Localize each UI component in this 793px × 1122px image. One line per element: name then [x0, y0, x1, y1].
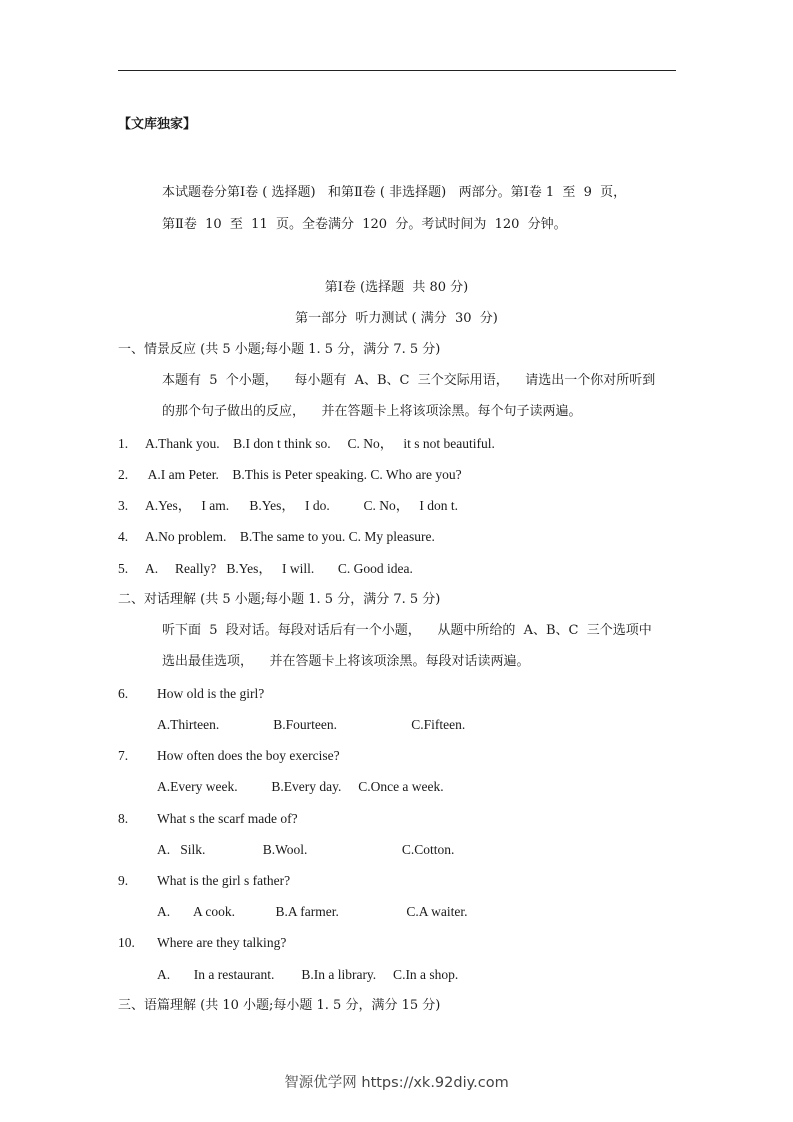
item-number: 1.	[118, 436, 129, 451]
section2-instruction-2: 选出最佳选项， 并在答题卡上将该项涂黑。每段对话读两遍。	[162, 654, 530, 669]
item-text: A.Thank you. B.I don t think so. C. No， it s not beautiful.	[145, 436, 495, 451]
question-options: A. A cook. B.A farmer. C.A waiter.	[157, 904, 468, 919]
intro-line-2: 第Ⅱ卷 10 至 11 页。全卷满分 120 分。考试时间为 120 分钟。	[162, 217, 567, 232]
section1-instruction-1: 本题有 5 个小题， 每小题有 A、B、C 三个交际用语， 请选出一个你对所听到	[162, 373, 656, 388]
item-text: A.Yes， I am. B.Yes， I do. C. No， I don t.	[145, 498, 459, 513]
item-text: A.I am Peter. B.This is Peter speaking. C. Who are you?	[145, 467, 462, 482]
section1-instruction-2: 的那个句子做出的反应， 并在答题卡上将该项涂黑。每个句子读两遍。	[162, 404, 582, 419]
question-options: A. Silk. B.Wool. C.Cotton.	[157, 842, 455, 857]
question-text: How often does the boy exercise?	[157, 748, 340, 763]
section1-heading: 一、情景反应 (共 5 小题;每小题 1. 5 分，满分 7. 5 分)	[118, 342, 441, 357]
question-text: How old is the girl?	[157, 686, 265, 701]
question-text: What s the scarf made of?	[157, 811, 298, 826]
question-options: A.Thirteen. B.Fourteen. C.Fifteen.	[157, 717, 466, 732]
question-text: What is the girl s father?	[157, 873, 291, 888]
header-tag: 【文库独家】	[118, 117, 197, 132]
question-options: A.Every week. B.Every day. C.Once a week.	[157, 779, 444, 794]
question-number: 9.	[118, 873, 129, 888]
question-number: 6.	[118, 686, 129, 701]
item-text: A. Really? B.Yes， I will. C. Good idea.	[145, 561, 413, 576]
question-options: A. In a restaurant. B.In a library. C.In a shop.	[157, 967, 459, 982]
header-rule	[118, 70, 676, 71]
question-text: Where are they talking?	[157, 935, 287, 950]
section3-heading: 三、语篇理解 (共 10 小题;每小题 1. 5 分，满分 15 分)	[118, 998, 441, 1013]
volume-title: 第Ⅰ卷 (选择题 共 80 分)	[324, 280, 469, 295]
item-number: 2.	[118, 467, 129, 482]
part-title: 第一部分 听力测试 ( 满分 30 分)	[295, 311, 498, 326]
item-text: A.No problem. B.The same to you. C. My pleasure.	[145, 529, 435, 544]
footer-watermark: 智源优学网 https://xk.92diy.com	[284, 1075, 509, 1091]
item-number: 3.	[118, 498, 129, 513]
item-number: 5.	[118, 561, 129, 576]
section2-heading: 二、对话理解 (共 5 小题;每小题 1. 5 分，满分 7. 5 分)	[118, 592, 441, 607]
intro-line-1: 本试题卷分第Ⅰ卷 ( 选择题) 和第Ⅱ卷 ( 非选择题) 两部分。第Ⅰ卷 1 至 9 页，	[162, 185, 627, 200]
question-number: 7.	[118, 748, 129, 763]
item-number: 4.	[118, 529, 129, 544]
question-number: 8.	[118, 811, 129, 826]
question-number: 10.	[118, 935, 135, 950]
section2-instruction-1: 听下面 5 段对话。每段对话后有一个小题， 从题中所给的 A、B、C 三个选项中	[162, 623, 652, 638]
